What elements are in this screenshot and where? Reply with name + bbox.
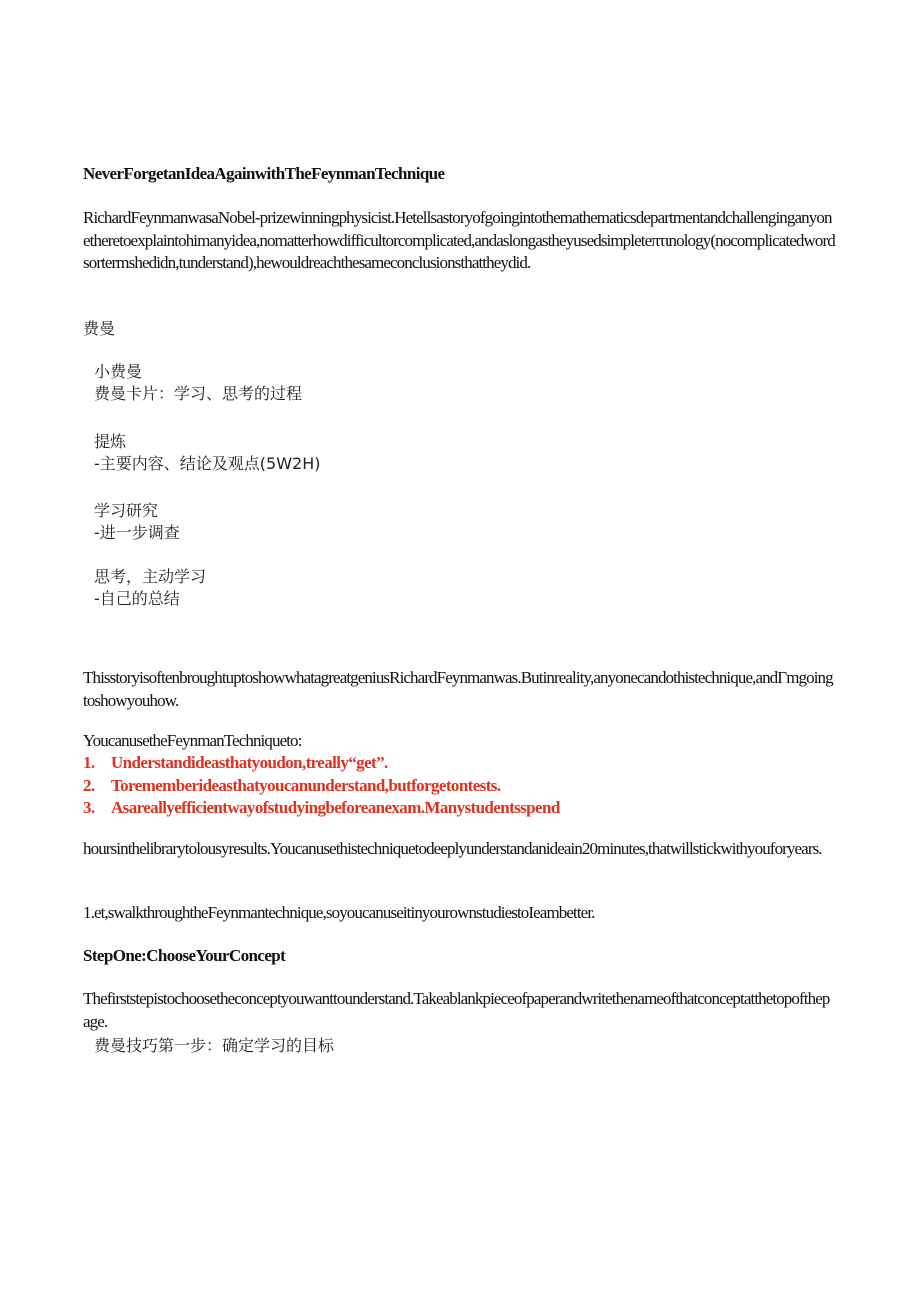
note-block-3 bbox=[83, 500, 846, 544]
note-label: 学习研究 bbox=[94, 501, 159, 520]
note-block-4 bbox=[83, 566, 846, 610]
list-number: 3. bbox=[83, 798, 95, 817]
cjk-heading: 费曼 bbox=[83, 319, 116, 338]
walkthrough-line: 1.et,swalkthroughtheFeynmantechnique,soyoucanuseitinyourownstudiestoIeambetter. bbox=[83, 903, 595, 922]
note-label: 提炼 bbox=[94, 432, 127, 451]
step-one-paragraph: Thefirststepistochoosetheconceptyouwanttounderstand.Takeablankpieceofpaperandwritethenameofthatconceptatthetopofthepage. bbox=[83, 989, 830, 1031]
note-label: 思考，主动学习 bbox=[94, 567, 207, 586]
step-one-heading: StepOne:ChooseYourConcept bbox=[83, 946, 286, 965]
list-number: 1. bbox=[83, 753, 95, 772]
uses-intro: YoucanusetheFeynmanTechniqueto: bbox=[83, 731, 302, 750]
story-paragraph: ThisstoryisoftenbroughtuptoshowwhatagreatgeniusRichardFeynmanwas.Butinreality,anyonecandothistechnique,andΓmgoingtoshowyouhow. bbox=[83, 668, 833, 710]
note-detail: -主要内容、结论及观点(5W2H) bbox=[94, 454, 321, 473]
list-text: Torememberideasthatyoucanunderstand,butforgetontests. bbox=[111, 775, 501, 795]
step-one-cjk-note: 费曼技巧第一步：确定学习的目标 bbox=[94, 1036, 335, 1055]
document-title: NeverForgetanIdeaAgainwithTheFeynmanTechnique bbox=[83, 164, 445, 183]
list-text: Understandideasthatyoudon,treally“get”. bbox=[111, 753, 388, 772]
note-detail: -自己的总结 bbox=[94, 589, 180, 608]
list-item bbox=[83, 752, 835, 775]
list-number: 2. bbox=[83, 775, 95, 795]
intro-paragraph: RichardFeynmanwasaNobel-prizewinningphysicist.Hetellsastoryofgoingintothemathematicsdepartmentandchallenginganyonetheretoexplaintohimanyidea,nomatterhowdifficultorcomplicated,andaslongastheyusedsimpleteπτιnology(nocomplicatedwordsortermshedidn,tunderstand),hewouldreachthesameconclusionsthattheydid. bbox=[83, 208, 835, 272]
list-text: Asareallyefficientwayofstudyingbeforeanexam.Manystudentsspend bbox=[111, 798, 560, 817]
list-item bbox=[83, 775, 835, 798]
list-item bbox=[83, 797, 835, 820]
note-label: 小费曼 bbox=[94, 362, 143, 381]
note-block-2 bbox=[83, 431, 846, 475]
uses-continuation: hoursinthelibrarytolousyresults.Youcanusethistechniquetodeeplyunderstandanideain20minutes,thatwillstickwithyouforyears. bbox=[83, 839, 822, 858]
note-detail: -进一步调查 bbox=[94, 523, 180, 542]
note-detail: 费曼卡片：学习、思考的过程 bbox=[94, 384, 303, 403]
note-block-1 bbox=[83, 361, 846, 405]
uses-list bbox=[83, 752, 835, 820]
